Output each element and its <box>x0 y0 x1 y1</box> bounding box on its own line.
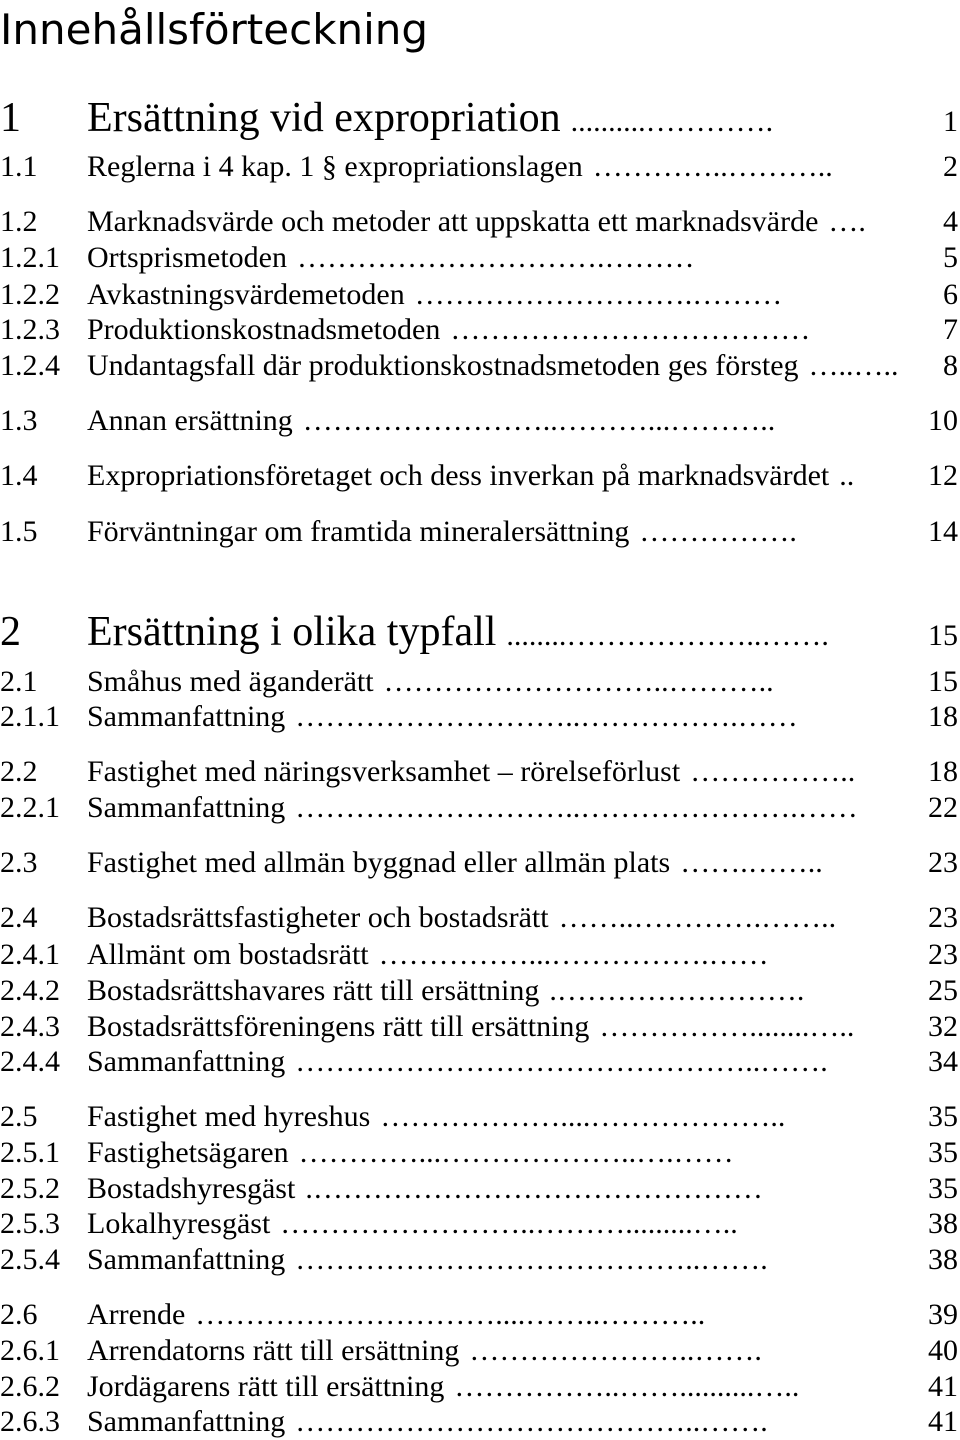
dot-leader: …….…….. <box>680 846 823 879</box>
entry-title: Produktionskostnadsmetoden <box>87 313 441 346</box>
page-number: 38 <box>928 1243 958 1276</box>
dot-leader: …..….. <box>808 349 899 382</box>
toc-entry-1-2-2 <box>0 277 958 313</box>
dot-leader: ………………………………………..……. <box>295 1045 828 1078</box>
page-number: 18 <box>928 700 958 733</box>
toc-entry-2-6 <box>0 1297 958 1333</box>
toc-entry-2-1 <box>0 664 958 700</box>
entry-number: 1.2 <box>0 205 38 238</box>
dot-leader: .. <box>839 459 855 492</box>
page-number: 1 <box>943 105 958 138</box>
dot-leader: ……………………..……….........….. <box>280 1207 738 1240</box>
dot-leader: ........………………..……. <box>506 619 829 652</box>
entry-title: Sammanfattning <box>87 1405 286 1438</box>
entry-title: Marknadsvärde och metoder att uppskatta ett marknadsvärde <box>87 205 819 238</box>
entry-number: 1.5 <box>0 515 38 548</box>
toc-entry-1-5 <box>0 514 958 550</box>
dot-leader: …………...………………..….…… <box>298 1136 734 1169</box>
entry-title: Småhus med äganderätt <box>87 665 374 698</box>
page-number: 7 <box>943 313 958 346</box>
page-number: 8 <box>943 349 958 382</box>
page-number: 23 <box>928 901 958 934</box>
entry-number: 2.3 <box>0 846 38 879</box>
entry-number: 2.5.3 <box>0 1207 60 1240</box>
toc-entry-2-1-1 <box>0 699 958 735</box>
entry-number: 1.1 <box>0 150 38 183</box>
entry-title: Bostadshyresgäst <box>87 1172 296 1205</box>
toc-entry-1-3 <box>0 403 958 439</box>
dot-leader: …………………………………..……. <box>295 1243 768 1276</box>
page-number: 18 <box>928 755 958 788</box>
entry-number: 2.4.2 <box>0 974 60 1007</box>
toc-entry-1 <box>0 94 958 142</box>
document-title: Innehållsförteckning <box>0 5 429 54</box>
entry-number: 1.2.2 <box>0 278 60 311</box>
dot-leader: ……………. <box>639 515 797 548</box>
dot-leader: ……………........….. <box>599 1010 855 1043</box>
dot-leader: ……………………….……… <box>414 278 783 311</box>
toc-entry-2-4-4 <box>0 1044 958 1080</box>
page-number: 15 <box>928 665 958 698</box>
entry-title: Expropriationsföretaget och dess inverkan på marknadsvärdet <box>87 459 830 492</box>
entry-number: 2.2.1 <box>0 791 60 824</box>
page-number: 32 <box>928 1010 958 1043</box>
entry-number: 2.5.2 <box>0 1172 60 1205</box>
toc-entry-2-5-2 <box>0 1171 958 1207</box>
entry-number: 2.4.3 <box>0 1010 60 1043</box>
entry-number: 2.5 <box>0 1100 38 1133</box>
entry-title: Bostadsrättsföreningens rätt till ersättning <box>87 1010 590 1043</box>
dot-leader: .……………………………………… <box>305 1172 763 1205</box>
entry-number: 1.2.3 <box>0 313 60 346</box>
toc-entry-2-4-1 <box>0 937 958 973</box>
toc-entry-2-5-1 <box>0 1135 958 1171</box>
toc-entry-2-4 <box>0 900 958 936</box>
page-number: 35 <box>928 1100 958 1133</box>
entry-title: Bostadsrättsfastigheter och bostadsrätt <box>87 901 549 934</box>
page-number: 6 <box>943 278 958 311</box>
page-number: 4 <box>943 205 958 238</box>
entry-title: Avkastningsvärdemetoden <box>87 278 405 311</box>
toc-entry-2-5-4 <box>0 1242 958 1278</box>
entry-number: 1 <box>0 95 21 141</box>
page-number: 12 <box>928 459 958 492</box>
dot-leader: ………………………….……… <box>296 241 695 274</box>
toc-entry-2-6-3 <box>0 1404 958 1440</box>
entry-number: 2.4.1 <box>0 938 60 971</box>
entry-number: 1.2.1 <box>0 241 60 274</box>
page-number: 41 <box>928 1370 958 1403</box>
toc-entry-1-2-3 <box>0 312 958 348</box>
entry-number: 2.6.3 <box>0 1405 60 1438</box>
entry-title: Arrende <box>87 1298 186 1331</box>
dot-leader: ……..………….…….. <box>558 901 837 934</box>
entry-number: 1.3 <box>0 404 38 437</box>
entry-number: 1.4 <box>0 459 38 492</box>
dot-leader: ………………………..…………….…… <box>295 700 798 733</box>
toc-entry-1-2-1 <box>0 240 958 276</box>
dot-leader: ………………....……………….. <box>380 1100 786 1133</box>
entry-title: Fastighet med allmän byggnad eller allmän plats <box>87 846 671 879</box>
toc-entry-2-2 <box>0 754 958 790</box>
dot-leader: .……………………. <box>549 974 805 1007</box>
dot-leader: ……………………..………...……….. <box>302 404 776 437</box>
entry-title: Allmänt om bostadsrätt <box>87 938 369 971</box>
entry-number: 2.5.1 <box>0 1136 60 1169</box>
entry-title: Bostadsrättshavares rätt till ersättning <box>87 974 540 1007</box>
entry-number: 2.5.4 <box>0 1243 60 1276</box>
toc-entry-2 <box>0 608 958 656</box>
toc-entry-2-5-3 <box>0 1206 958 1242</box>
entry-title: Reglerna i 4 kap. 1 § expropriationslagen <box>87 150 583 183</box>
entry-number: 2.6.1 <box>0 1334 60 1367</box>
entry-title: Ersättning i olika typfall <box>87 609 497 655</box>
page-number: 22 <box>928 791 958 824</box>
entry-number: 2.6.2 <box>0 1370 60 1403</box>
dot-leader: ……………………………… <box>450 313 811 346</box>
page-number: 25 <box>928 974 958 1007</box>
toc-entry-2-6-1 <box>0 1333 958 1369</box>
entry-number: 2.4.4 <box>0 1045 60 1078</box>
page-number: 2 <box>943 150 958 183</box>
toc-entry-2-4-3 <box>0 1009 958 1045</box>
entry-title: Sammanfattning <box>87 791 286 824</box>
page-number: 34 <box>928 1045 958 1078</box>
entry-title: Ersättning vid expropriation <box>87 95 561 141</box>
dot-leader: ……………..……..........….. <box>454 1370 800 1403</box>
entry-number: 2.6 <box>0 1298 38 1331</box>
entry-title: Sammanfattning <box>87 1045 286 1078</box>
page-number: 5 <box>943 241 958 274</box>
entry-title: Sammanfattning <box>87 1243 286 1276</box>
toc-entry-2-2-1 <box>0 790 958 826</box>
toc-entry-1-4 <box>0 458 958 494</box>
page-number: 15 <box>928 619 958 652</box>
dot-leader: ……………...…………….…… <box>378 938 769 971</box>
dot-leader: ………………………..………………….…… <box>295 791 858 824</box>
dot-leader: …………….. <box>690 755 856 788</box>
page-number: 35 <box>928 1136 958 1169</box>
toc-entry-1-1 <box>0 149 958 185</box>
entry-number: 2.4 <box>0 901 38 934</box>
entry-title: Lokalhyresgäst <box>87 1207 271 1240</box>
entry-number: 2.2 <box>0 755 38 788</box>
page-number: 10 <box>928 404 958 437</box>
page-number: 41 <box>928 1405 958 1438</box>
entry-title: Arrendatorns rätt till ersättning <box>87 1334 460 1367</box>
entry-number: 1.2.4 <box>0 349 60 382</box>
toc-entry-1-2-4 <box>0 348 958 384</box>
dot-leader: ..........…………. <box>570 105 774 138</box>
dot-leader: …………………..……. <box>469 1334 762 1367</box>
page-number: 40 <box>928 1334 958 1367</box>
dot-leader: …………………………....……..……….. <box>195 1298 706 1331</box>
page-number: 14 <box>928 515 958 548</box>
entry-number: 2 <box>0 609 21 655</box>
dot-leader: …. <box>828 205 866 238</box>
page-number: 23 <box>928 938 958 971</box>
entry-title: Undantagsfall där produktionskostnadsmetoden ges försteg <box>87 349 799 382</box>
toc-entry-2-5 <box>0 1099 958 1135</box>
entry-title: Sammanfattning <box>87 700 286 733</box>
dot-leader: …………..……….. <box>592 150 833 183</box>
dot-leader: ………………………..……….. <box>383 665 774 698</box>
page-number: 35 <box>928 1172 958 1205</box>
entry-title: Jordägarens rätt till ersättning <box>87 1370 445 1403</box>
page-number: 23 <box>928 846 958 879</box>
entry-title: Fastighet med hyreshus <box>87 1100 371 1133</box>
entry-number: 2.1 <box>0 665 38 698</box>
entry-title: Fastighetsägaren <box>87 1136 289 1169</box>
toc-entry-2-6-2 <box>0 1369 958 1405</box>
toc-entry-1-2 <box>0 204 958 240</box>
page-number: 38 <box>928 1207 958 1240</box>
toc-entry-2-4-2 <box>0 973 958 1009</box>
entry-title: Ortsprismetoden <box>87 241 287 274</box>
entry-number: 2.1.1 <box>0 700 60 733</box>
entry-title: Fastighet med näringsverksamhet – rörelseförlust <box>87 755 681 788</box>
dot-leader: …………………………………..……. <box>295 1405 768 1438</box>
entry-title: Annan ersättning <box>87 404 293 437</box>
toc-entry-2-3 <box>0 845 958 881</box>
page-number: 39 <box>928 1298 958 1331</box>
entry-title: Förväntningar om framtida mineralersättning <box>87 515 630 548</box>
